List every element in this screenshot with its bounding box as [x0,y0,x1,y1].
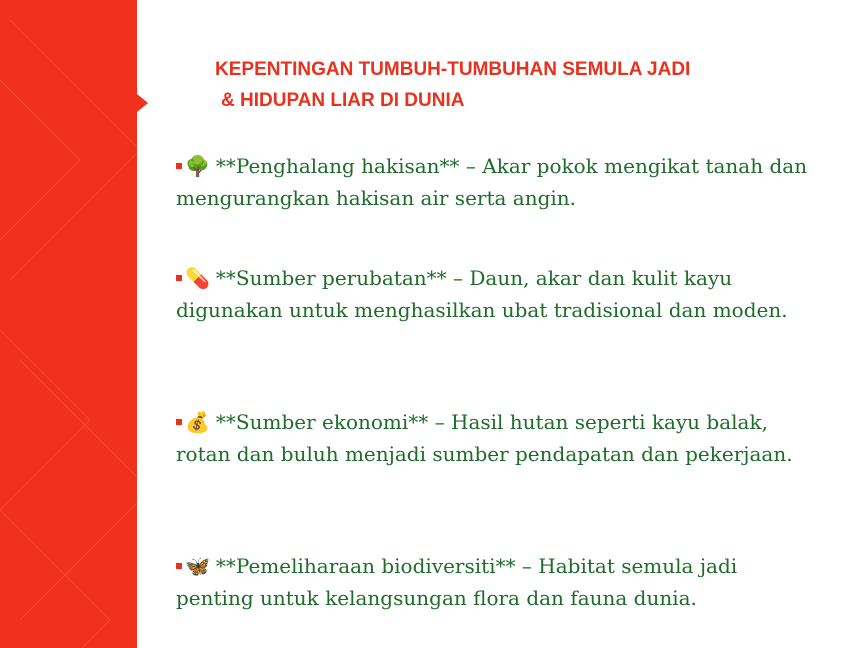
item-text: **Sumber ekonomi** – Hasil hutan seperti kayu balak, rotan dan buluh menjadi sumber pendapatan dan pekerjaan. [176,410,793,466]
list-item-penghalang-hakisan [176,150,816,214]
bullet-square [176,163,182,169]
list-item-sumber-ekonomi [176,406,816,470]
title-line-1: KEPENTINGAN TUMBUH-TUMBUHAN SEMULA JADI [215,59,691,80]
pill-icon: 💊 [185,266,210,290]
left-red-sidebar [0,0,137,648]
title-line-2: & HIDUPAN LIAR DI DUNIA [221,90,465,111]
list-item-pemeliharaan-biodiversiti [176,550,816,614]
list-item-sumber-perubatan [176,262,816,326]
bullet-square [176,275,182,281]
item-text: **Penghalang hakisan** – Akar pokok mengikat tanah dan mengurangkan hakisan air serta angin. [176,154,808,210]
bullet-square [176,563,182,569]
item-text: **Sumber perubatan** – Daun, akar dan kulit kayu digunakan untuk menghasilkan ubat tradisional dan moden. [176,266,788,322]
item-text: **Pemeliharaan biodiversiti** – Habitat semula jadi penting untuk kelangsungan flora dan fauna dunia. [176,554,738,610]
sidebar-pattern [0,0,137,648]
butterfly-icon: 🦋 [185,554,210,578]
bullet-square [176,419,182,425]
tree-icon: 🌳 [185,154,210,178]
sidebar-arrow [137,94,148,112]
page-title [215,54,815,116]
money-bag-icon: 💰 [185,410,210,434]
